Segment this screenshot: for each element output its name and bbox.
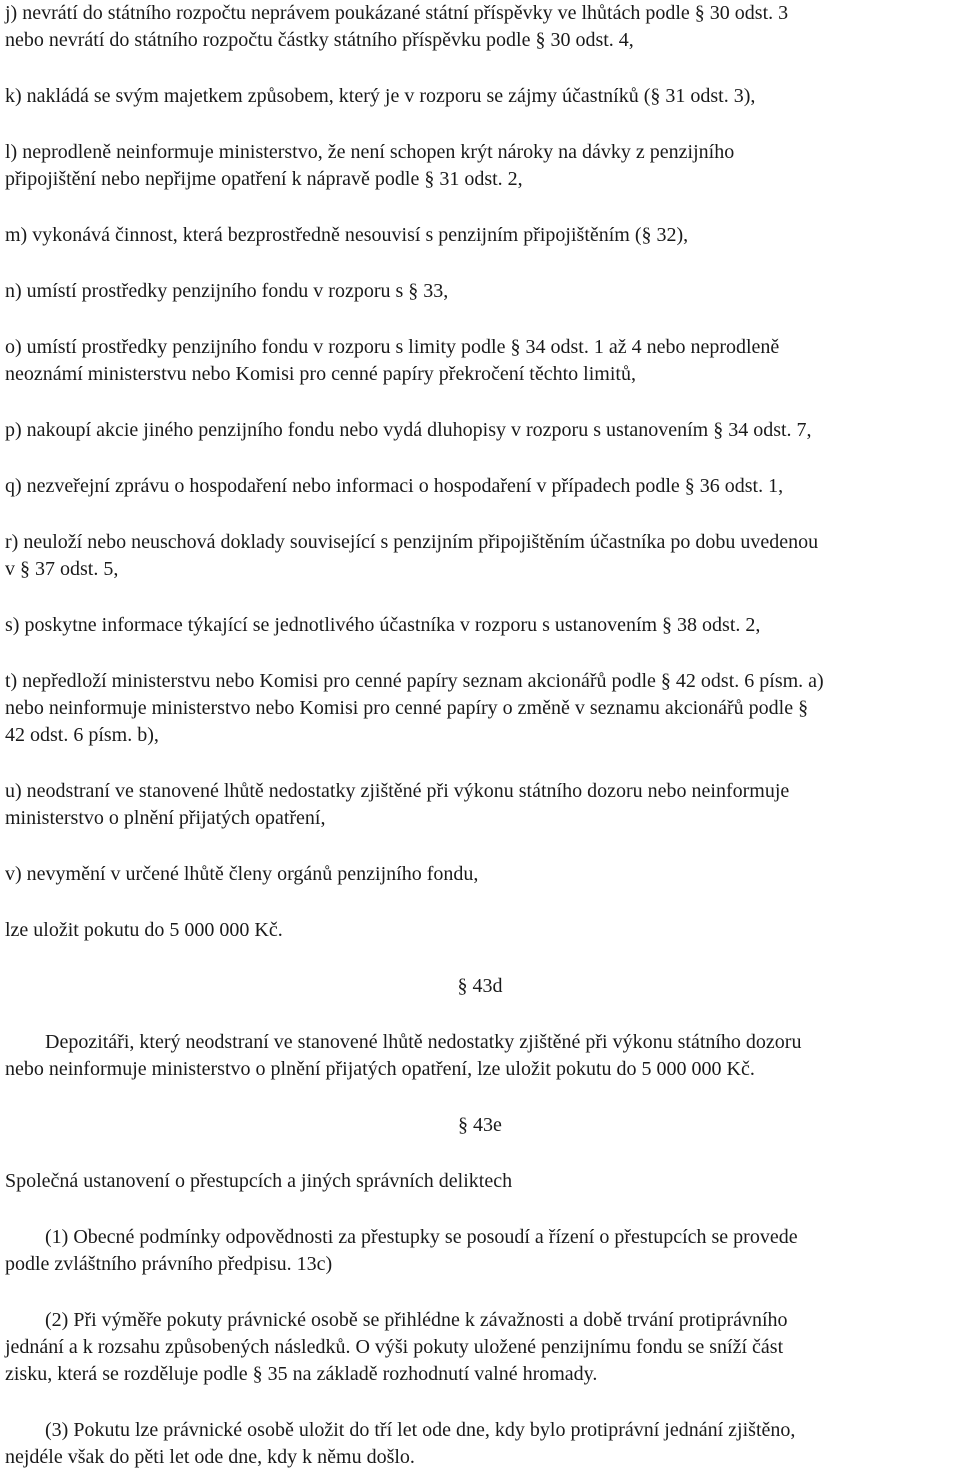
list-item-l <box>5 139 955 193</box>
list-item-p <box>5 417 955 444</box>
fine-statement <box>5 917 955 944</box>
text-line: ministerstvo o plnění přijatých opatření, <box>5 807 326 829</box>
text-line: u) neodstraní ve stanovené lhůtě nedostatky zjištěné při výkonu státního dozoru nebo neinformuje <box>5 780 790 802</box>
text-line: v) nevymění v určené lhůtě členy orgánů penzijního fondu, <box>5 863 479 885</box>
text-line: v § 37 odst. 5, <box>5 558 119 580</box>
section-43e-paragraph-3 <box>5 1417 955 1471</box>
document-page <box>5 0 955 1471</box>
text-line: zisku, která se rozděluje podle § 35 na základě rozhodnutí valné hromady. <box>5 1363 598 1385</box>
text-line: r) neuloží nebo neuschová doklady související s penzijním připojištěním účastníka po dobu uvedenou <box>5 531 819 553</box>
text-line: lze uložit pokutu do 5 000 000 Kč. <box>5 919 283 941</box>
list-item-j <box>5 0 955 54</box>
text-line: m) vykonává činnost, která bezprostředně nesouvisí s penzijním připojištěním (§ 32), <box>5 224 689 246</box>
text-line: Depozitáři, který neodstraní ve stanovené lhůtě nedostatky zjištěné při výkonu státního dozoru <box>45 1031 802 1053</box>
text-line: p) nakoupí akcie jiného penzijního fondu nebo vydá dluhopisy v rozporu s ustanovením § 34 odst. 7, <box>5 419 812 441</box>
section-43e-paragraph-1 <box>5 1224 955 1278</box>
list-item-s <box>5 612 955 639</box>
text-line: j) nevrátí do státního rozpočtu neprávem poukázané státní příspěvky ve lhůtách podle § 30 odst. 3 <box>5 2 789 24</box>
list-item-t <box>5 668 955 749</box>
text-line: neoznámí ministerstvu nebo Komisi pro cenné papíry překročení těchto limitů, <box>5 363 636 385</box>
text-line: o) umístí prostředky penzijního fondu v rozporu s limity podle § 34 odst. 1 až 4 nebo neprodleně <box>5 336 780 358</box>
section-43e-paragraph-2 <box>5 1307 955 1388</box>
text-line: nebo nevrátí do státního rozpočtu částky státního příspěvku podle § 30 odst. 4, <box>5 29 634 51</box>
section-43d-paragraph <box>5 1029 955 1083</box>
text-line: připojištění nebo nepřijme opatření k nápravě podle § 31 odst. 2, <box>5 168 523 190</box>
list-item-k <box>5 83 955 110</box>
text-line: k) nakládá se svým majetkem způsobem, který je v rozporu se zájmy účastníků (§ 31 odst. 3), <box>5 85 756 107</box>
text-line: q) nezveřejní zprávu o hospodaření nebo informaci o hospodaření v případech podle § 36 odst. 1, <box>5 475 784 497</box>
text-line: nebo neinformuje ministerstvo o plnění přijatých opatření, lze uložit pokutu do 5 000 000 Kč. <box>5 1058 755 1080</box>
text-line: nejdéle však do pěti let ode dne, kdy k němu došlo. <box>5 1446 415 1468</box>
text-line: Společná ustanovení o přestupcích a jiných správních deliktech <box>5 1170 513 1192</box>
section-heading-43e: § 43e <box>458 1114 502 1136</box>
list-item-r <box>5 529 955 583</box>
list-item-v <box>5 861 955 888</box>
list-item-o <box>5 334 955 388</box>
text-line: jednání a k rozsahu způsobených následků. O výši pokuty uložené penzijnímu fondu se sníží část <box>5 1336 784 1358</box>
list-item-m <box>5 222 955 249</box>
list-item-n <box>5 278 955 305</box>
text-line: (2) Při výměře pokuty právnické osobě se přihlédne k závažnosti a době trvání protiprávního <box>45 1309 788 1331</box>
text-line: (3) Pokutu lze právnické osobě uložit do tří let ode dne, kdy bylo protiprávní jednání zjištěno, <box>45 1419 796 1441</box>
text-line: s) poskytne informace týkající se jednotlivého účastníka v rozporu s ustanovením § 38 odst. 2, <box>5 614 761 636</box>
text-line: 42 odst. 6 písm. b), <box>5 724 159 746</box>
text-line: podle zvláštního právního předpisu. 13c) <box>5 1253 333 1275</box>
section-heading-43d: § 43d <box>457 975 503 997</box>
list-item-q <box>5 473 955 500</box>
text-line: n) umístí prostředky penzijního fondu v rozporu s § 33, <box>5 280 449 302</box>
text-line: t) nepředloží ministerstvu nebo Komisi pro cenné papíry seznam akcionářů podle § 42 odst. 6 písm. a) <box>5 670 824 692</box>
list-item-u <box>5 778 955 832</box>
text-line: nebo neinformuje ministerstvo nebo Komisi pro cenné papíry o změně v seznamu akcionářů podle § <box>5 697 809 719</box>
section-43e-title <box>5 1168 955 1195</box>
text-line: (1) Obecné podmínky odpovědnosti za přestupky se posoudí a řízení o přestupcích se provede <box>45 1226 798 1248</box>
text-line: l) neprodleně neinformuje ministerstvo, že není schopen krýt nároky na dávky z penzijního <box>5 141 735 163</box>
